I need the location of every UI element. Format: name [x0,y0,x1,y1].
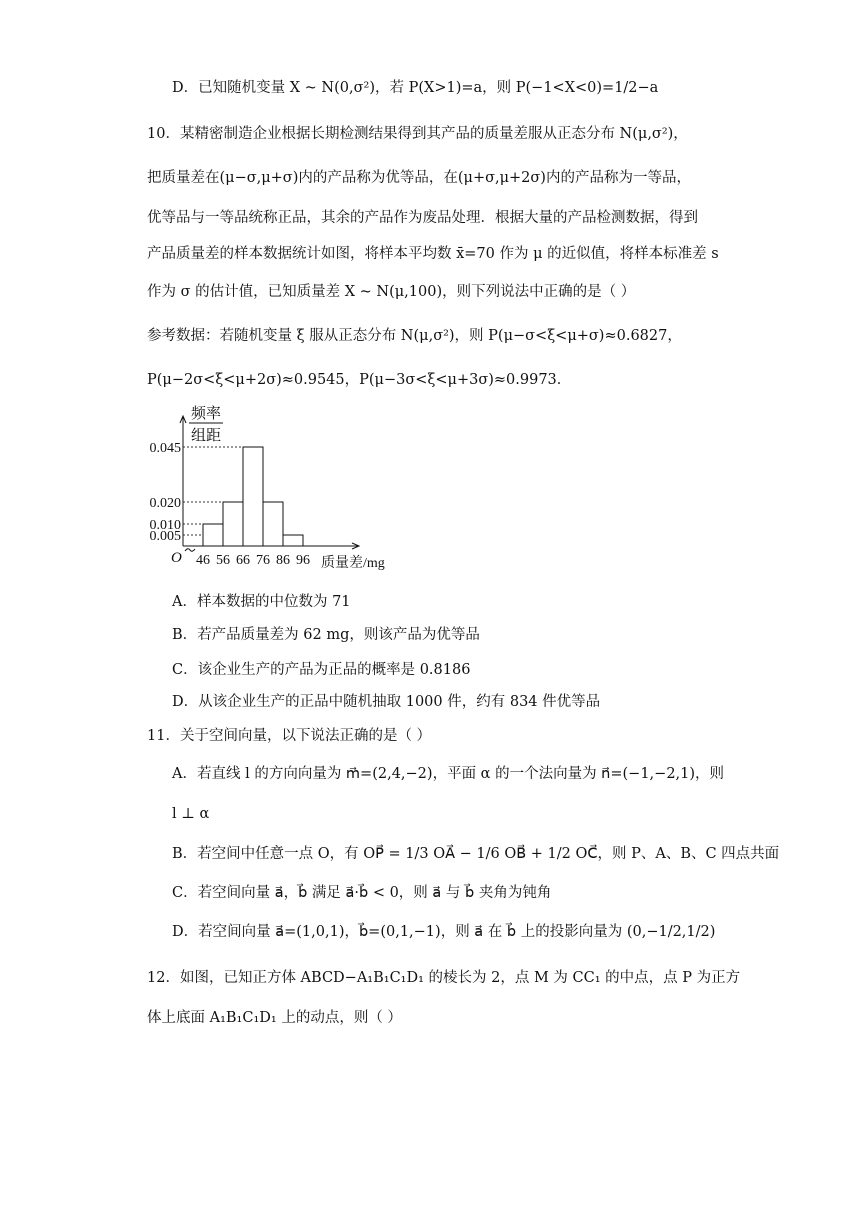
q11-option-c: C．若空间向量 a⃗，b⃗ 满足 a⃗·b⃗ < 0，则 a⃗ 与 b⃗ 夹角为钝角 [172,885,552,901]
q12-stem-line-1: 12．如图，已知正方体 ABCD−A₁B₁C₁D₁ 的棱长为 2，点 M 为 CC₁ 的中点，点 P 为正方 [147,970,741,986]
q10-option-b: B．若产品质量差为 62 mg，则该产品为优等品 [172,627,480,643]
x-tick-label: 86 [276,553,290,568]
q10-stem-line-3: 优等品与一等品统称正品，其余的产品作为废品处理．根据大量的产品检测数据，得到 [147,210,698,226]
histogram-bar [283,535,303,546]
q10-option-c: C．该企业生产的产品为正品的概率是 0.8186 [172,662,471,678]
q10-option-d: D．从该企业生产的正品中随机抽取 1000 件，约有 834 件优等品 [172,694,601,710]
q10-reference-line-1: 参考数据：若随机变量 ξ 服从正态分布 N(μ,σ²)，则 P(μ−σ<ξ<μ+σ)≈0.6827， [147,328,682,344]
q11-option-a-line-2: l ⊥ α [172,806,210,822]
q11-option-d: D．若空间向量 a⃗=(1,0,1)，b⃗=(0,1,−1)，则 a⃗ 在 b⃗ 上的投影向量为 (0,−1/2,1/2) [172,924,716,940]
origin-label: O [171,550,182,566]
y-axis-label-top: 频率 [191,406,222,422]
q10-stem-line-2: 把质量差在(μ−σ,μ+σ)内的产品称为优等品，在(μ+σ,μ+2σ)内的产品称为一等品， [147,170,691,186]
x-axis-label: 质量差/mg [321,556,385,571]
histogram-chart [140,398,420,583]
q11-option-b: B．若空间中任意一点 O，有 OP⃗ = 1/3 OA⃗ − 1/6 OB⃗ + 1/2 OC⃗，则 P、A、B、C 四点共面 [172,846,780,862]
histogram-bar [263,502,283,546]
x-tick-label: 46 [196,553,210,568]
axis-break-icon [185,549,195,552]
x-tick-label: 56 [216,553,230,568]
y-tick-label: 0.020 [149,496,181,511]
q10-option-a: A．样本数据的中位数为 71 [172,594,351,610]
y-tick-label: 0.010 [149,518,181,533]
q12-stem-line-2: 体上底面 A₁B₁C₁D₁ 上的动点，则（ ） [147,1010,402,1026]
x-tick-label: 76 [256,553,270,568]
q11-option-a-line-1: A．若直线 l 的方向向量为 m⃗=(2,4,−2)，平面 α 的一个法向量为 n⃗=(−1,−2,1)，则 [172,766,725,782]
q10-stem-line-4: 产品质量差的样本数据统计如图，将样本平均数 x̄=70 作为 μ 的近似值，将样本标准差 s [147,246,719,262]
q10-reference-line-2: P(μ−2σ<ξ<μ+2σ)≈0.9545，P(μ−3σ<ξ<μ+3σ)≈0.9973． [147,372,572,388]
histogram-bar [223,502,243,546]
q9-option-d: D．已知随机变量 X ~ N(0,σ²)，若 P(X>1)=a，则 P(−1<X<0)=1/2−a [172,80,659,96]
q11-stem: 11．关于空间向量，以下说法正确的是（ ） [147,728,432,744]
y-axis-label-bottom: 组距 [191,428,222,444]
y-tick-label: 0.005 [149,529,181,544]
q10-stem-line-1: 10．某精密制造企业根据长期检测结果得到其产品的质量差服从正态分布 N(μ,σ²)， [147,126,688,142]
histogram-bar [203,524,223,546]
x-tick-label: 96 [296,553,310,568]
x-tick-label: 66 [236,553,250,568]
histogram-bar [243,447,263,546]
q10-stem-line-5: 作为 σ 的估计值，已知质量差 X ~ N(μ,100)，则下列说法中正确的是（ ） [147,284,636,300]
y-tick-label: 0.045 [149,441,181,456]
chart-bars [203,447,303,546]
